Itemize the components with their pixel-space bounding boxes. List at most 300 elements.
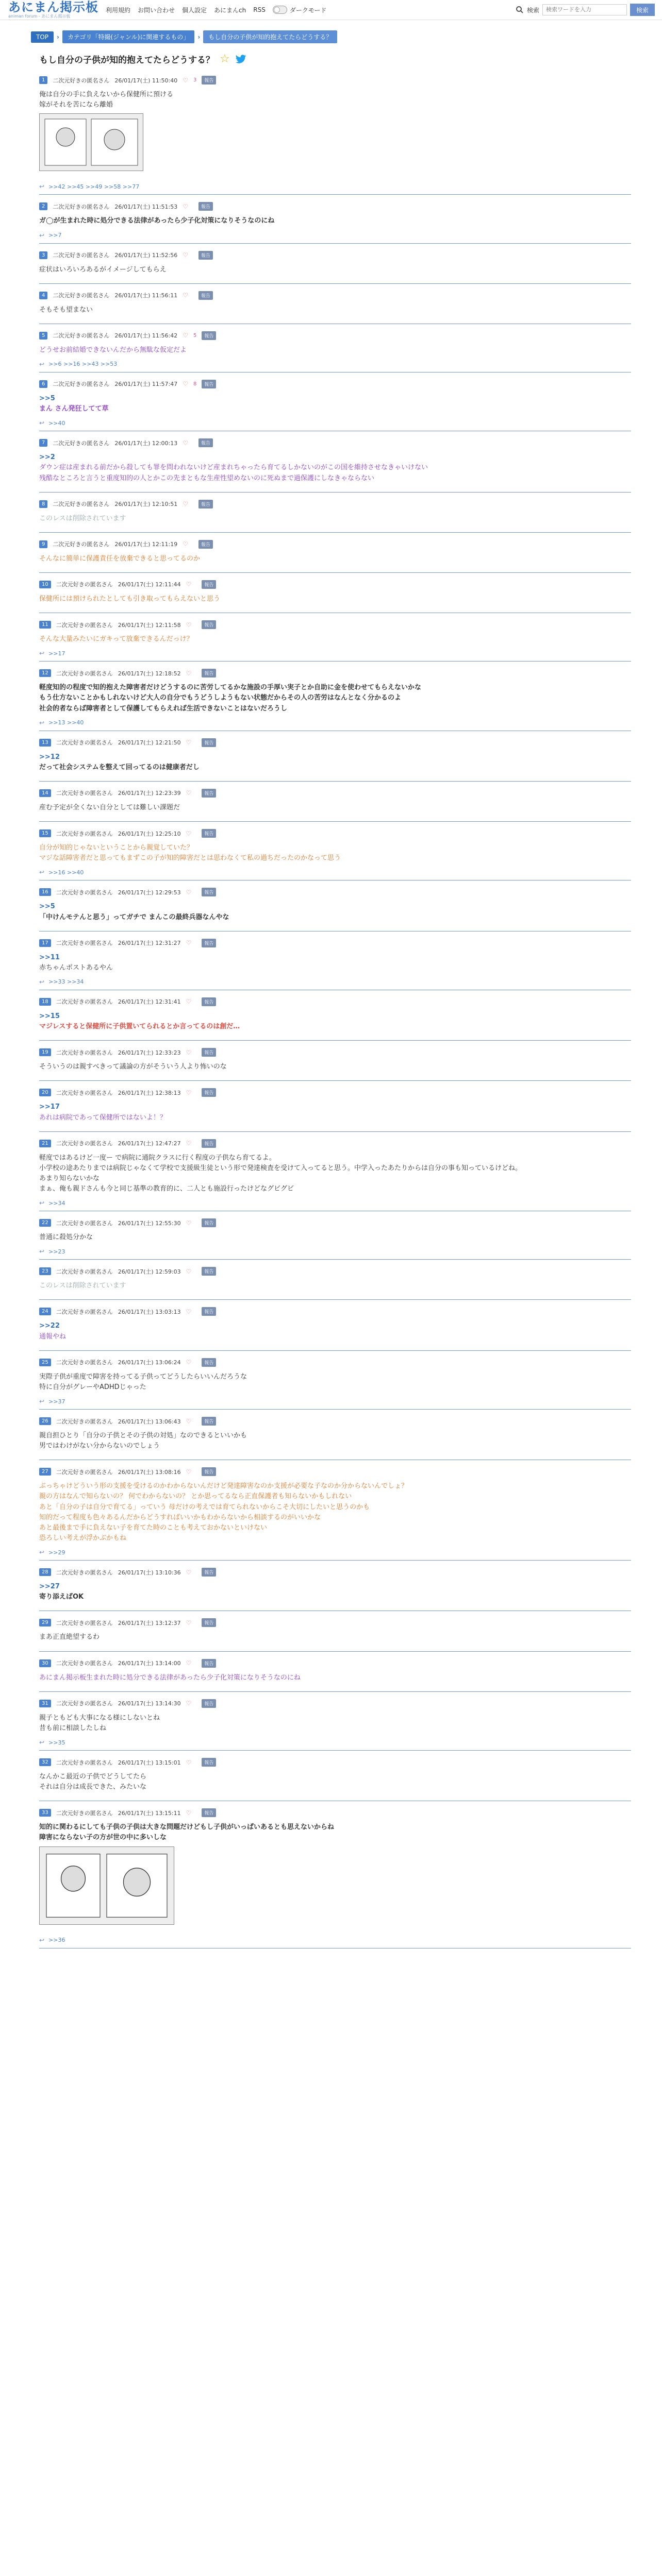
post-body xyxy=(39,211,631,226)
post-header xyxy=(39,493,631,509)
post-number[interactable]: 28 xyxy=(39,1568,51,1576)
post-number[interactable]: 2 xyxy=(39,202,47,210)
post-date: 26/01/17(土) 12:00:13 xyxy=(114,439,178,447)
post-number[interactable]: 22 xyxy=(39,1219,51,1227)
nav-rss[interactable]: RSS xyxy=(253,6,266,13)
post-date: 26/01/17(土) 12:11:19 xyxy=(114,541,178,548)
post xyxy=(39,372,631,431)
post-date: 26/01/17(土) 13:15:01 xyxy=(118,1759,181,1766)
report-button[interactable]: 報告 xyxy=(198,500,213,509)
post-number[interactable]: 15 xyxy=(39,829,51,837)
post-number[interactable]: 9 xyxy=(39,540,47,548)
poster-name: 二次元好きの匿名さん xyxy=(56,1308,113,1315)
post xyxy=(39,1652,631,1692)
report-button[interactable]: 報告 xyxy=(202,1307,216,1316)
heart-icon[interactable]: ♡ xyxy=(183,500,189,508)
twitter-icon[interactable] xyxy=(235,55,246,64)
reply-icon: ↩ xyxy=(39,1936,45,1944)
post-body xyxy=(39,447,631,483)
reply-links[interactable]: >>36 xyxy=(48,1937,65,1944)
post-image[interactable] xyxy=(39,1846,174,1925)
post-body xyxy=(39,1367,631,1393)
post-number[interactable]: 30 xyxy=(39,1659,51,1667)
post-line: 親自担ひとり「自分の子供とその子供の対処」なのできるといいかも xyxy=(39,1432,247,1440)
nav-settings[interactable]: 個人設定 xyxy=(182,6,207,14)
heart-icon[interactable]: ♡ xyxy=(186,829,192,837)
post-header xyxy=(39,1460,631,1476)
reply-refs[interactable] xyxy=(39,645,631,661)
heart-icon[interactable]: ♡ xyxy=(186,1219,192,1227)
report-button[interactable]: 報告 xyxy=(202,1218,216,1227)
reply-links[interactable]: >>40 xyxy=(48,419,65,427)
post-spacer xyxy=(39,484,631,492)
heart-icon[interactable]: ♡ xyxy=(186,1619,192,1626)
report-button[interactable]: 報告 xyxy=(202,1358,216,1367)
poster-name: 二次元好きの匿名さん xyxy=(56,670,113,677)
reply-refs[interactable] xyxy=(39,1194,631,1211)
reply-links[interactable]: >>42 >>45 >>49 >>58 >>77 xyxy=(48,183,140,190)
post-number[interactable]: 1 xyxy=(39,76,47,84)
reply-links[interactable]: >>29 xyxy=(48,1549,65,1556)
post xyxy=(39,662,631,731)
reply-icon: ↩ xyxy=(39,1549,45,1556)
reply-links[interactable]: >>13 >>40 xyxy=(48,719,84,726)
post-date: 26/01/17(土) 12:18:52 xyxy=(118,670,181,677)
post-header xyxy=(39,69,631,84)
reply-refs[interactable] xyxy=(39,1243,631,1259)
report-button[interactable]: 報告 xyxy=(202,1417,216,1426)
heart-icon[interactable]: ♡ xyxy=(186,998,192,1006)
site-logo[interactable] xyxy=(8,1,98,19)
post-number[interactable]: 5 xyxy=(39,332,47,340)
post xyxy=(39,1692,631,1751)
poster-name: 二次元好きの匿名さん xyxy=(56,1089,113,1096)
post-line: あと最後まで手に負えない子を育てた時のことも考えておかないといけない xyxy=(39,1523,268,1532)
reply-refs[interactable] xyxy=(39,973,631,990)
search-icon xyxy=(516,6,524,14)
report-button[interactable]: 報告 xyxy=(202,1758,216,1767)
post-line: 自分が知的じゃないということから親覚していた？ xyxy=(39,844,194,852)
post-number[interactable]: 29 xyxy=(39,1619,51,1626)
heart-icon[interactable]: ♡ xyxy=(186,1267,192,1275)
reply-refs[interactable] xyxy=(39,1393,631,1409)
poster-name: 二次元好きの匿名さん xyxy=(56,1268,113,1275)
search-button[interactable]: 検索 xyxy=(630,4,655,16)
post-body xyxy=(39,1767,631,1792)
logo-text: あにまん掲示板 xyxy=(8,0,98,14)
report-button[interactable]: 報告 xyxy=(202,1267,216,1276)
post-date: 26/01/17(土) 12:23:39 xyxy=(118,790,181,797)
heart-icon[interactable]: ♡ xyxy=(186,739,192,747)
report-button[interactable]: 報告 xyxy=(202,580,216,589)
heart-icon[interactable]: ♡ xyxy=(183,76,189,84)
reply-refs[interactable] xyxy=(39,863,631,880)
post-line: 産む予定が全くない自分としては難しい課題だ xyxy=(39,803,180,811)
post-number[interactable]: 21 xyxy=(39,1140,51,1147)
post-line[interactable]: >>15 xyxy=(39,1012,60,1020)
reply-links[interactable]: >>34 xyxy=(48,1199,65,1207)
post xyxy=(39,1801,631,1948)
heart-icon[interactable]: ♡ xyxy=(183,251,189,259)
post xyxy=(39,1041,631,1081)
breadcrumb-category[interactable]: カテゴリ「特撮(ジャンル)に関連するもの」 xyxy=(62,30,194,43)
post-spacer xyxy=(39,275,631,283)
heart-icon[interactable]: ♡ xyxy=(186,1140,192,1147)
reply-links[interactable]: >>35 xyxy=(48,1739,65,1746)
heart-icon[interactable]: ♡ xyxy=(186,1048,192,1056)
post-line: 残酷なところと言うと重度知的の人とかこの先まともな生産性望めないのに死ぬまで過保護にしなきゃならない xyxy=(39,474,375,482)
heart-icon[interactable]: ♡ xyxy=(186,1308,192,1315)
report-button[interactable]: 報告 xyxy=(202,888,216,896)
post xyxy=(39,1460,631,1561)
post-line[interactable]: >>27 xyxy=(39,1583,60,1591)
reply-links[interactable]: >>6 >>16 >>43 >>53 xyxy=(48,361,118,368)
reply-links[interactable]: >>17 xyxy=(48,650,65,657)
post-header xyxy=(39,1260,631,1276)
post xyxy=(39,990,631,1041)
breadcrumb-thread[interactable]: もし自分の子供が知的抱えてたらどうする？ xyxy=(203,30,337,43)
reply-icon: ↩ xyxy=(39,1398,45,1405)
heart-icon[interactable]: ♡ xyxy=(186,1089,192,1096)
post-body xyxy=(39,1316,631,1342)
post-date: 26/01/17(土) 12:10:51 xyxy=(114,501,178,508)
heart-icon[interactable]: ♡ xyxy=(186,888,192,896)
post xyxy=(39,822,631,880)
post-header xyxy=(39,431,631,447)
breadcrumb-top[interactable]: TOP xyxy=(31,31,54,43)
poster-name: 二次元好きの匿名さん xyxy=(56,940,113,947)
reply-refs[interactable] xyxy=(39,1544,631,1560)
poster-name: 二次元好きの匿名さん xyxy=(53,332,110,340)
reply-links[interactable]: >>23 xyxy=(48,1248,65,1255)
post-date: 26/01/17(土) 11:52:56 xyxy=(114,252,178,259)
heart-icon[interactable]: ♡ xyxy=(186,1700,192,1707)
post-body xyxy=(39,947,631,973)
poster-name: 二次元好きの匿名さん xyxy=(56,1049,113,1056)
post-body xyxy=(39,1577,631,1602)
post-number[interactable]: 8 xyxy=(39,500,47,508)
post-line: あにまん掲示板生まれた時に処分できる法律があったら少子化対策になりそうなのにね xyxy=(39,1673,301,1682)
poster-name: 二次元好きの匿名さん xyxy=(53,541,110,548)
post-spacer xyxy=(39,813,631,821)
post-line: 普通に殺処分かな xyxy=(39,1233,93,1242)
post-date: 26/01/17(土) 13:15:11 xyxy=(118,1809,181,1817)
post-date: 26/01/17(土) 11:51:53 xyxy=(114,203,178,210)
post-header xyxy=(39,533,631,549)
post-line: そんなに簡単に保護責任を放棄できると思ってるのか xyxy=(39,554,201,563)
post-header xyxy=(39,372,631,388)
heart-icon[interactable]: ♡ xyxy=(183,540,189,548)
post xyxy=(39,284,631,324)
post-body xyxy=(39,677,631,714)
post-number[interactable]: 12 xyxy=(39,669,51,677)
poster-name: 二次元好きの匿名さん xyxy=(56,1359,113,1366)
post-header xyxy=(39,1410,631,1426)
reply-refs[interactable] xyxy=(39,414,631,431)
post xyxy=(39,782,631,822)
post-number[interactable]: 27 xyxy=(39,1468,51,1476)
report-button[interactable]: 報告 xyxy=(202,620,216,629)
post-spacer xyxy=(39,923,631,931)
post-number[interactable]: 26 xyxy=(39,1417,51,1425)
heart-icon[interactable]: ♡ xyxy=(186,789,192,797)
post-number[interactable]: 17 xyxy=(39,939,51,947)
post-header xyxy=(39,662,631,677)
post xyxy=(39,69,631,195)
reply-icon: ↩ xyxy=(39,419,45,427)
header-nav xyxy=(106,6,326,14)
reply-icon: ↩ xyxy=(39,1199,45,1207)
report-button[interactable]: 報告 xyxy=(202,331,216,340)
heart-icon[interactable]: ♡ xyxy=(183,202,189,210)
post xyxy=(39,931,631,990)
post-number[interactable]: 11 xyxy=(39,621,51,629)
post-number[interactable]: 23 xyxy=(39,1267,51,1275)
post-header xyxy=(39,1801,631,1817)
post-date: 26/01/17(土) 12:11:58 xyxy=(118,621,181,629)
heart-icon[interactable]: ♡ xyxy=(186,1659,192,1667)
heart-icon[interactable]: ♡ xyxy=(186,1758,192,1766)
post-date: 26/01/17(土) 13:06:43 xyxy=(118,1418,181,1425)
reply-icon: ↩ xyxy=(39,978,45,986)
post-number[interactable]: 32 xyxy=(39,1758,51,1766)
post-line[interactable]: >>17 xyxy=(39,1103,60,1111)
favorite-star-icon[interactable]: ☆ xyxy=(220,53,230,65)
report-button[interactable]: 報告 xyxy=(202,1568,216,1577)
poster-name: 二次元好きの匿名さん xyxy=(56,1468,113,1476)
poster-name: 二次元好きの匿名さん xyxy=(56,1619,113,1626)
report-button[interactable]: 報告 xyxy=(202,789,216,798)
post-number[interactable]: 18 xyxy=(39,998,51,1006)
report-button[interactable]: 報告 xyxy=(202,1139,216,1148)
report-button[interactable]: 報告 xyxy=(202,1048,216,1057)
post-number[interactable]: 10 xyxy=(39,581,51,588)
report-button[interactable]: 報告 xyxy=(202,997,216,1006)
logo-subtext: animan forum - あにまん掲示板 xyxy=(8,14,71,19)
post-line[interactable]: >>11 xyxy=(39,953,60,961)
heart-icon[interactable]: ♡ xyxy=(186,1809,192,1817)
report-button[interactable]: 報告 xyxy=(202,1618,216,1627)
post-header xyxy=(39,990,631,1006)
post-spacer xyxy=(39,1291,631,1299)
post-line: 親の方はなんで知らないの？ 何でわからないの？ とか思ってるなら正直保護者も知らないかもしれない xyxy=(39,1493,352,1501)
post-number[interactable]: 19 xyxy=(39,1048,51,1056)
search-area xyxy=(516,4,655,16)
post-header xyxy=(39,195,631,211)
post xyxy=(39,195,631,243)
reply-links[interactable]: >>7 xyxy=(48,232,62,239)
post-header xyxy=(39,880,631,896)
post-line: 症状はいろいろあるがイメージしてもらえ xyxy=(39,265,167,274)
poster-name: 二次元好きの匿名さん xyxy=(56,739,113,747)
post-date: 26/01/17(土) 11:56:42 xyxy=(114,332,178,340)
report-button[interactable]: 報告 xyxy=(202,1467,216,1476)
poster-name: 二次元好きの匿名さん xyxy=(53,252,110,259)
post xyxy=(39,880,631,931)
post-date: 26/01/17(土) 13:06:24 xyxy=(118,1359,181,1366)
post-line: あまり知らないかな xyxy=(39,1174,100,1182)
report-button[interactable]: 報告 xyxy=(202,1699,216,1708)
heart-icon[interactable]: ♡ xyxy=(183,332,189,340)
post-number[interactable]: 3 xyxy=(39,251,47,259)
post-line: あと「自分の子は自分で育てる」っていう 母だけの考えでは育てられないからこそ大切にしたいと思うのかも xyxy=(39,1503,370,1511)
post-body xyxy=(39,1057,631,1072)
post-number[interactable]: 6 xyxy=(39,380,47,388)
post-body xyxy=(39,260,631,275)
post-date: 26/01/17(土) 13:03:13 xyxy=(118,1308,181,1315)
search-label: 検索 xyxy=(526,6,539,14)
post-body xyxy=(39,1817,631,1931)
reply-links[interactable]: >>33 >>34 xyxy=(48,978,84,986)
post-date: 26/01/17(土) 13:08:16 xyxy=(118,1468,181,1476)
heart-icon[interactable]: ♡ xyxy=(186,1468,192,1476)
post-header xyxy=(39,1692,631,1708)
post xyxy=(39,1410,631,1460)
post-line: そもそも望まない xyxy=(39,306,93,314)
post-line: ぶっちゃけどういう形の支援を受けるのかわからないんだけど発達障害なのか支援が必要な子なのか分からないんでしょ？ xyxy=(39,1482,408,1490)
post-date: 26/01/17(土) 12:47:27 xyxy=(118,1140,181,1147)
report-button[interactable]: 報告 xyxy=(202,669,216,677)
post-header xyxy=(39,1041,631,1057)
post-number[interactable]: 16 xyxy=(39,888,51,896)
post xyxy=(39,1351,631,1410)
heart-icon[interactable]: ♡ xyxy=(186,1568,192,1576)
post-number[interactable]: 7 xyxy=(39,439,47,447)
post-line[interactable]: >>5 xyxy=(39,394,55,402)
heart-icon[interactable]: ♡ xyxy=(183,439,189,447)
report-button[interactable]: 報告 xyxy=(202,738,216,747)
report-button[interactable]: 報告 xyxy=(202,380,216,388)
report-button[interactable]: 報告 xyxy=(202,76,216,84)
post-header xyxy=(39,1652,631,1668)
post-date: 26/01/17(土) 12:21:50 xyxy=(118,739,181,747)
post-header xyxy=(39,1351,631,1367)
dark-mode-toggle[interactable] xyxy=(273,6,327,14)
reply-icon: ↩ xyxy=(39,231,45,239)
post-number[interactable]: 4 xyxy=(39,292,47,299)
post-body xyxy=(39,1227,631,1243)
post-number[interactable]: 25 xyxy=(39,1359,51,1366)
post-number[interactable]: 13 xyxy=(39,739,51,747)
post-spacer xyxy=(39,315,631,324)
reply-icon: ↩ xyxy=(39,360,45,368)
post-body xyxy=(39,1668,631,1683)
report-button[interactable]: 報告 xyxy=(202,1088,216,1097)
post-body xyxy=(39,549,631,564)
reply-icon: ↩ xyxy=(39,1248,45,1256)
post-date: 26/01/17(土) 13:12:37 xyxy=(118,1619,181,1626)
report-button[interactable]: 報告 xyxy=(202,1659,216,1668)
post xyxy=(39,1260,631,1300)
post-line: 特に自分がグレーやADHDじゃった xyxy=(39,1383,146,1391)
heart-icon[interactable]: ♡ xyxy=(186,1417,192,1425)
poster-name: 二次元好きの匿名さん xyxy=(56,830,113,837)
poster-name: 二次元好きの匿名さん xyxy=(56,1140,113,1147)
post-date: 26/01/17(土) 11:56:11 xyxy=(114,292,178,299)
nav-animanch[interactable]: あにまんch xyxy=(214,6,246,14)
post-spacer xyxy=(39,1032,631,1040)
nav-contact[interactable]: お問い合わせ xyxy=(138,6,175,14)
toggle-switch[interactable] xyxy=(273,6,287,14)
poster-name: 二次元好きの匿名さん xyxy=(53,439,110,447)
reply-refs[interactable] xyxy=(39,178,631,194)
post-date: 26/01/17(土) 12:59:03 xyxy=(118,1268,181,1275)
heart-icon[interactable]: ♡ xyxy=(186,621,192,629)
post-body xyxy=(39,1476,631,1544)
post-number[interactable]: 31 xyxy=(39,1700,51,1707)
post-spacer xyxy=(39,1792,631,1801)
poster-name: 二次元好きの匿名さん xyxy=(56,998,113,1006)
post-spacer xyxy=(39,1123,631,1131)
report-button[interactable]: 報告 xyxy=(198,540,213,549)
post-line: 恐ろしい考えが浮かぶかもね xyxy=(39,1534,127,1543)
post-line: マジレスすると保健所に子供置いてられるとか言ってるのは創だ… xyxy=(39,1023,240,1031)
heart-icon[interactable]: ♡ xyxy=(186,581,192,588)
post-list xyxy=(0,69,662,1948)
post-line: それは自分は成長できた、みたいな xyxy=(39,1783,147,1791)
report-button[interactable]: 報告 xyxy=(198,291,213,300)
post-line: 小学校の途あたりまでは病院じゃなくて学校で支援級生徒という形で発達検査を受けて入ってると思う。中学入ったあたりからは自分の事も知っているけどね。 xyxy=(39,1164,522,1172)
post-line: 男ではわけがない分からないのでしょう xyxy=(39,1442,160,1450)
reply-refs[interactable] xyxy=(39,227,631,243)
post-line: そういうのは親すべきって議論の方がそういう人より怖いのな xyxy=(39,1063,227,1071)
site-header xyxy=(0,0,662,20)
heart-count: 3 xyxy=(193,77,197,83)
search-input[interactable] xyxy=(542,4,627,15)
post-date: 26/01/17(土) 13:10:36 xyxy=(118,1569,181,1576)
heart-icon[interactable]: ♡ xyxy=(186,669,192,677)
post xyxy=(39,324,631,372)
post-image[interactable] xyxy=(39,113,143,171)
poster-name: 二次元好きの匿名さん xyxy=(53,292,110,299)
post-number[interactable]: 33 xyxy=(39,1809,51,1817)
post-date: 26/01/17(土) 12:25:10 xyxy=(118,830,181,837)
report-button[interactable]: 報告 xyxy=(202,829,216,838)
post-line: 軽度知的の程度で知的抱えた障害者だけどうするのに苦労してるかな施設の手厚い実子とか自助に金を使わせてもらえないかな xyxy=(39,684,422,692)
reply-links[interactable]: >>16 >>40 xyxy=(48,869,84,876)
reply-refs[interactable] xyxy=(39,1734,631,1750)
reply-links[interactable]: >>37 xyxy=(48,1398,65,1405)
reply-refs[interactable] xyxy=(39,355,631,372)
report-button[interactable]: 報告 xyxy=(198,438,213,447)
reply-refs[interactable] xyxy=(39,1931,631,1948)
reply-icon: ↩ xyxy=(39,719,45,726)
heart-icon[interactable]: ♡ xyxy=(183,292,189,299)
post-line: 赤ちゃんポストあるやん xyxy=(39,963,113,972)
nav-terms[interactable]: 利用規約 xyxy=(106,6,131,14)
post-number[interactable]: 24 xyxy=(39,1308,51,1315)
heart-icon[interactable]: ♡ xyxy=(186,1359,192,1366)
post-number[interactable]: 14 xyxy=(39,789,51,797)
post-number[interactable]: 20 xyxy=(39,1089,51,1096)
post-line: 親子ともども大事になる様にしないとね xyxy=(39,1714,160,1722)
post xyxy=(39,573,631,613)
post-line[interactable]: >>22 xyxy=(39,1322,60,1330)
report-button[interactable]: 報告 xyxy=(198,251,213,260)
heart-icon[interactable]: ♡ xyxy=(186,939,192,947)
post-line[interactable]: >>2 xyxy=(39,453,55,462)
post-line[interactable]: >>5 xyxy=(39,903,55,911)
post-line[interactable]: >>12 xyxy=(39,753,60,761)
post-line: まぁ、俺も親ドさんも今と同じ基準の教育的に、二人とも施設行ったけどなグビグビ xyxy=(39,1185,294,1193)
report-button[interactable]: 報告 xyxy=(202,939,216,947)
report-button[interactable]: 報告 xyxy=(198,202,213,211)
report-button[interactable]: 報告 xyxy=(202,1808,216,1817)
heart-icon[interactable]: ♡ xyxy=(183,380,189,388)
poster-name: 二次元好きの匿名さん xyxy=(53,501,110,508)
reply-refs[interactable] xyxy=(39,714,631,731)
post-spacer xyxy=(39,524,631,532)
